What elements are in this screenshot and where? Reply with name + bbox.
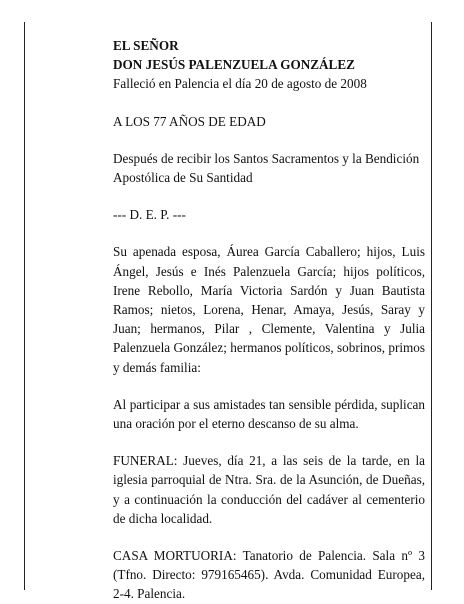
- sacraments-paragraph: Después de recibir los Santos Sacramentos y la Bendición Apostólica de Su Santidad: [113, 150, 420, 186]
- family-paragraph: Su apenada esposa, Áurea García Caballero; hijos, Luis Ángel, Jesús e Inés Palenzuela García; hijos políticos, Irene Rebollo, María Victoria Sardón y Juan Bautista Ramos; nietos, Lorena, Henar, Amaya, Jesús, Saray y Juan; hermanos, Pilar , Clemente, Valentina y Julia Palenzuela González; hermanos políticos, sobrinos, primos y demás familia:: [113, 244, 425, 375]
- death-date-line: Falleció en Palencia el día 20 de agosto de 2008: [113, 76, 367, 92]
- left-border-line: [24, 22, 25, 590]
- header-title: EL SEÑOR: [113, 38, 179, 53]
- funeral-paragraph: FUNERAL: Jueves, día 21, a las seis de la tarde, en la iglesia parroquial de Ntra. Sra. de la Asunción, de Dueñas, y a continuación la conducción del cadáver al cementerio de dicha localidad.: [113, 453, 425, 526]
- age-line: A LOS 77 AÑOS DE EDAD: [113, 113, 266, 129]
- notice-header: [113, 36, 425, 94]
- request-paragraph: Al participar a sus amistades tan sensible pérdida, suplican una oración por el eterno descanso de su alma.: [113, 396, 425, 432]
- rip-line: --- D. E. P. ---: [113, 207, 186, 223]
- obituary-notice: [113, 36, 425, 604]
- right-border-line: [431, 22, 432, 590]
- deceased-name: DON JESÚS PALENZUELA GONZÁLEZ: [113, 57, 355, 73]
- mortuary-paragraph: CASA MORTUORIA: Tanatorio de Palencia. Sala nº 3 (Tfno. Directo: 979165465). Avda. Comunidad Europea, 2-4. Palencia.: [113, 548, 425, 602]
